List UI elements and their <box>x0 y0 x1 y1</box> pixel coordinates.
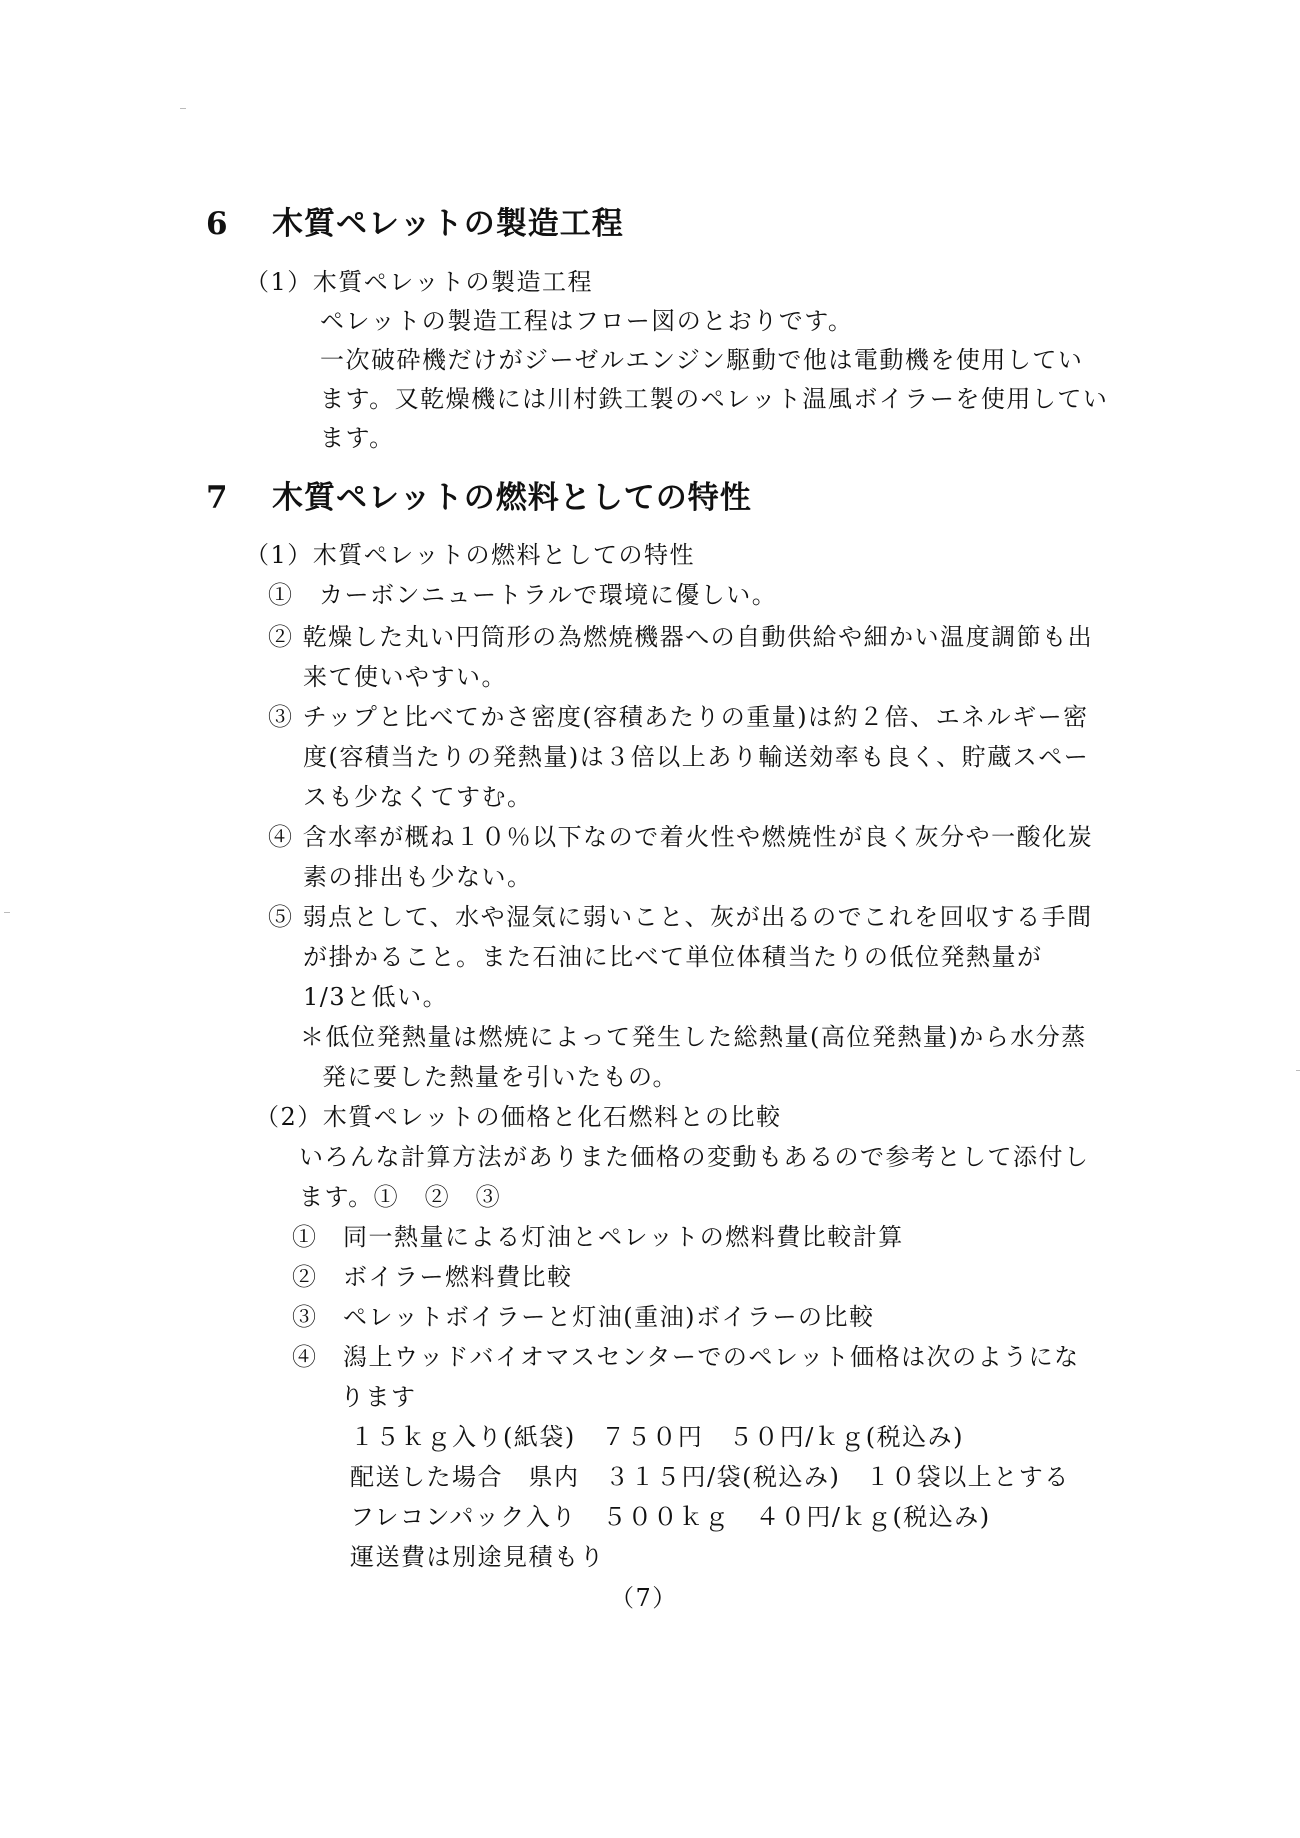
price-line: 運送費は別途見積もり <box>350 1543 605 1571</box>
list-item: ① カーボンニュートラルで環境に優しい。 <box>268 581 778 609</box>
paragraph-line: ます。① ② ③ <box>299 1183 502 1211</box>
list-item: ② 乾燥した丸い円筒形の為燃焼機器への自動供給や細かい温度調節も出 <box>268 623 1094 651</box>
list-item: ② ボイラー燃料費比較 <box>292 1263 573 1291</box>
scan-speck <box>180 108 186 109</box>
list-item-continuation: が掛かること。また石油に比べて単位体積当たりの低位発熱量が <box>303 943 1043 971</box>
list-item: ③ チップと比べてかさ密度(容積あたりの重量)は約２倍、エネルギー密 <box>268 703 1089 731</box>
scan-speck <box>4 912 10 913</box>
subsection-6-1: （1）木質ペレットの製造工程 <box>245 268 594 296</box>
page-number: （7） <box>610 1584 678 1612</box>
price-line: 配送した場合 県内 ３１５円/袋(税込み) １０袋以上とする <box>350 1463 1070 1491</box>
list-item-continuation: 1/3と低い。 <box>303 983 449 1011</box>
list-item-continuation: スも少なくてすむ。 <box>303 783 533 811</box>
list-item: ③ ペレットボイラーと灯油(重油)ボイラーの比較 <box>292 1303 875 1331</box>
paragraph-line: ます。 <box>320 424 395 452</box>
section-title: 木質ペレットの製造工程 <box>272 206 624 242</box>
price-line: １５ｋｇ入り(紙袋) ７５０円 ５０円/ｋｇ(税込み) <box>350 1423 965 1451</box>
list-item-continuation: 来て使いやすい。 <box>303 663 507 691</box>
section-number: 7 <box>206 480 229 516</box>
section-7-heading <box>206 478 752 518</box>
list-item: ⑤ 弱点として、水や湿気に弱いこと、灰が出るのでこれを回収する手間 <box>268 903 1093 931</box>
list-item: ④ 含水率が概ね１０％以下なので着火性や燃焼性が良く灰分や一酸化炭 <box>268 823 1094 851</box>
list-item-continuation: ります <box>340 1383 417 1411</box>
paragraph-line: いろんな計算方法がありまた価格の変動もあるので参考として添付し <box>299 1143 1090 1171</box>
price-line: フレコンパック入り ５００ｋｇ ４０円/ｋｇ(税込み) <box>350 1503 991 1531</box>
section-title: 木質ペレットの燃料としての特性 <box>272 480 752 516</box>
list-item-continuation: 素の排出も少ない。 <box>303 863 533 891</box>
list-item: ④ 潟上ウッドバイオマスセンターでのペレット価格は次のようにな <box>292 1343 1080 1371</box>
footnote-continuation: 発に要した熱量を引いたもの。 <box>322 1063 679 1091</box>
list-item-continuation: 度(容積当たりの発熱量)は３倍以上あり輸送効率も良く、貯蔵スペー <box>303 743 1090 771</box>
paragraph-line: ます。又乾燥機には川村鉄工製のペレット温風ボイラーを使用してい <box>320 385 1109 413</box>
scan-speck <box>1296 1070 1300 1071</box>
list-item: ① 同一熱量による灯油とペレットの燃料費比較計算 <box>292 1223 904 1251</box>
footnote: ＊低位発熱量は燃焼によって発生した総熱量(高位発熱量)から水分蒸 <box>300 1023 1087 1051</box>
subsection-7-1: （1）木質ペレットの燃料としての特性 <box>245 541 696 569</box>
paragraph-line: ペレットの製造工程はフロー図のとおりです。 <box>320 307 854 335</box>
subsection-7-2: （2）木質ペレットの価格と化石燃料との比較 <box>255 1103 782 1131</box>
paragraph-line: 一次破砕機だけがジーゼルエンジン駆動で他は電動機を使用してい <box>320 346 1084 374</box>
section-number: 6 <box>206 206 229 242</box>
section-6-heading <box>206 204 624 244</box>
